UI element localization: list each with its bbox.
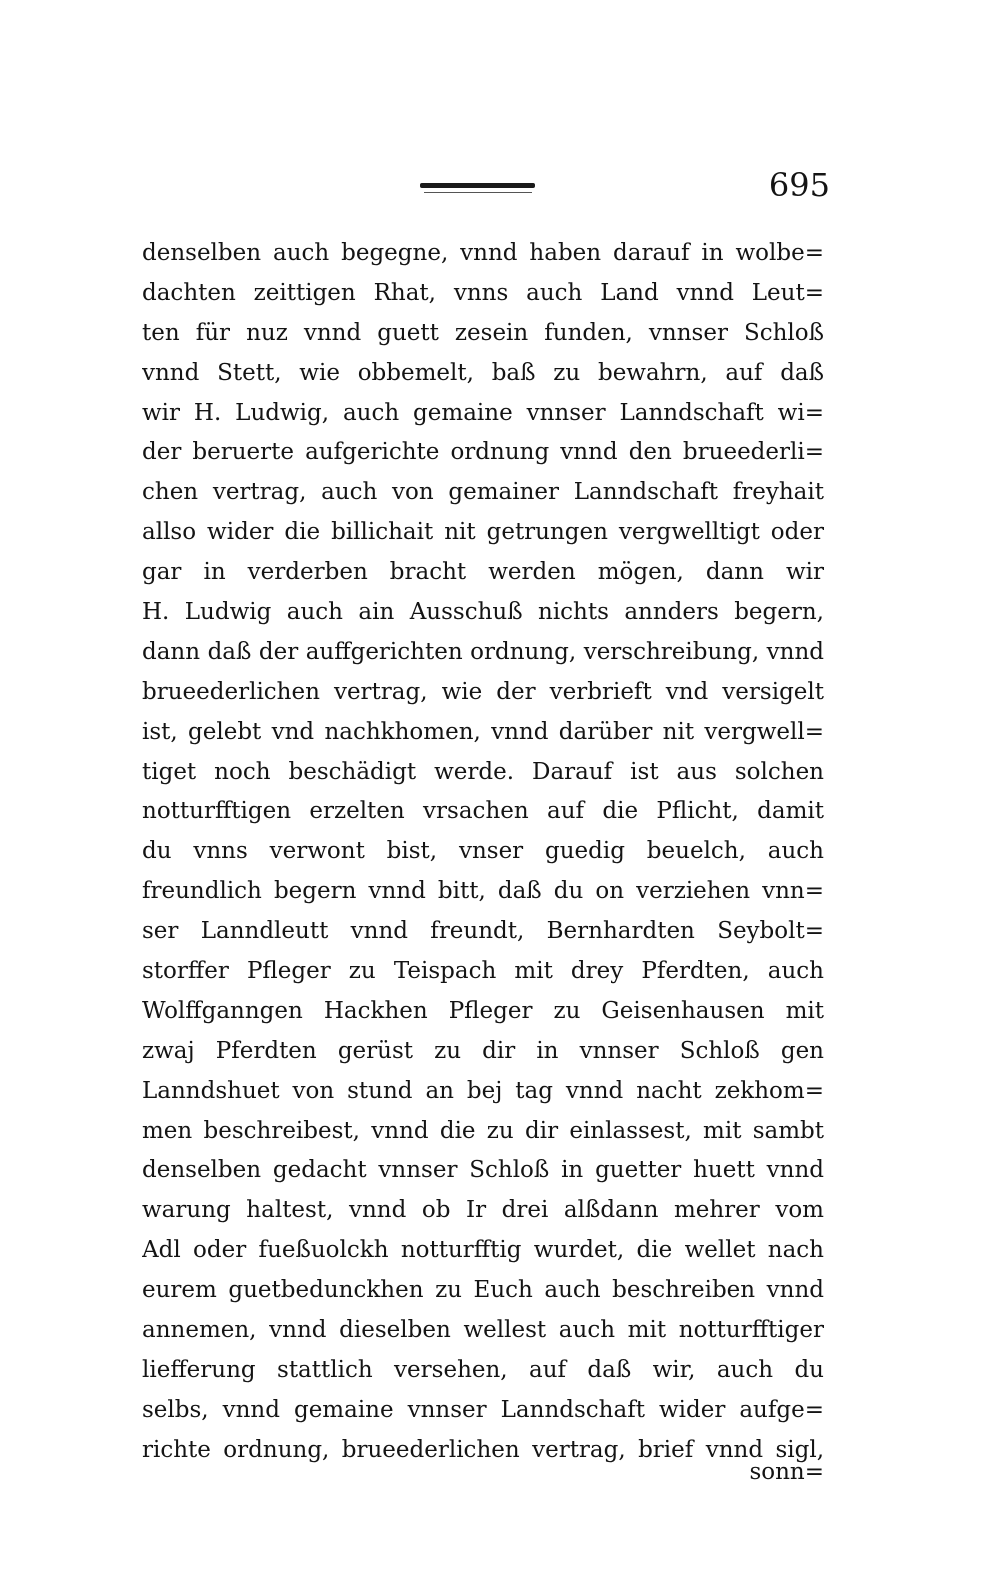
header-rule — [420, 183, 535, 188]
text-line: allso wider die billichait nit getrungen vergwelltigt oder — [142, 519, 824, 546]
text-line: brueederlichen vertrag, wie der verbrieft vnd versigelt — [142, 678, 824, 705]
text-line: zwaj Pferdten gerüst zu dir in vnnser Schloß gen — [142, 1037, 824, 1064]
text-line: wir H. Ludwig, auch gemaine vnnser Lanndschaft wi= — [142, 399, 824, 426]
header-rule-thin — [424, 192, 532, 193]
text-line: du vnns verwont bist, vnser guedig beuelch, auch — [142, 838, 824, 865]
text-line: liefferung stattlich versehen, auf daß wir, auch du — [142, 1356, 824, 1383]
text-line: warung haltest, vnnd ob Ir drei alßdann mehrer vom — [142, 1197, 824, 1224]
text-line: H. Ludwig auch ain Ausschuß nichts annders begern, — [142, 599, 824, 626]
text-line: annemen, vnnd dieselben wellest auch mit notturfftiger — [142, 1317, 824, 1344]
text-line: Wolffganngen Hackhen Pfleger zu Geisenhausen mit — [142, 997, 824, 1024]
text-line: dachten zeittigen Rhat, vnns auch Land vnnd Leut= — [142, 279, 824, 306]
text-line: notturfftigen erzelten vrsachen auf die Pflicht, damit — [142, 798, 824, 825]
text-line: tiget noch beschädigt werde. Darauf ist aus solchen — [142, 758, 824, 785]
text-line: richte ordnung, brueederlichen vertrag, brief vnnd sigl, — [142, 1436, 824, 1463]
text-line: men beschreibest, vnnd die zu dir einlassest, mit sambt — [142, 1117, 824, 1144]
text-line: selbs, vnnd gemaine vnnser Lanndschaft wider aufge= — [142, 1396, 824, 1423]
page-number: 695 — [768, 166, 830, 204]
text-line: der beruerte aufgerichte ordnung vnnd den brueederli= — [142, 439, 824, 466]
text-line: ten für nuz vnnd guett zesein funden, vnnser Schloß — [142, 319, 824, 346]
text-line: denselben gedacht vnnser Schloß in guetter huett vnnd — [142, 1157, 824, 1184]
catchword: sonn= — [749, 1459, 824, 1485]
text-line: ser Lanndleutt vnnd freundt, Bernhardten Seybolt= — [142, 918, 824, 945]
text-line: chen vertrag, auch von gemainer Lanndschaft freyhait — [142, 479, 824, 506]
text-line: dann daß der auffgerichten ordnung, verschreibung, vnnd — [142, 638, 824, 665]
text-line: gar in verderben bracht werden mögen, dann wir — [142, 559, 824, 586]
text-line: freundlich begern vnnd bitt, daß du on verziehen vnn= — [142, 878, 824, 905]
text-line: vnnd Stett, wie obbemelt, baß zu bewahrn, auf daß — [142, 359, 824, 386]
text-line: denselben auch begegne, vnnd haben darauf in wolbe= — [142, 240, 824, 266]
text-line: Adl oder fueßuolckh notturfftig wurdet, die wellet nach — [142, 1237, 824, 1264]
text-line: storffer Pfleger zu Teispach mit drey Pferdten, auch — [142, 958, 824, 985]
text-line: eurem guetbedunckhen zu Euch auch beschreiben vnnd — [142, 1277, 824, 1304]
text-line: Lanndshuet von stund an bej tag vnnd nacht zekhom= — [142, 1077, 824, 1104]
text-line: ist, gelebt vnd nachkhomen, vnnd darüber nit vergwell= — [142, 718, 824, 745]
body-text — [142, 234, 824, 1471]
